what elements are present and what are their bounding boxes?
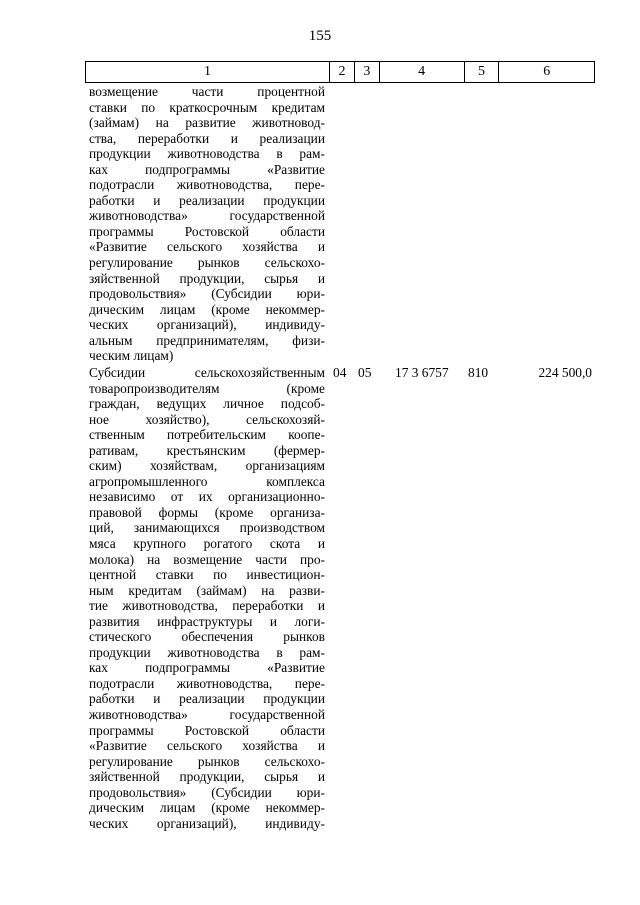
- column-header-3: 3: [355, 62, 380, 82]
- description-line: животноводства» государственной: [89, 707, 325, 723]
- description-line: зяйственной продукции, сырья и: [89, 270, 325, 286]
- description-line: дическим лицам (кроме некоммер-: [89, 301, 325, 317]
- row-2-col-3: 05: [358, 365, 372, 380]
- description-line: ческих организаций), индивиду-: [89, 317, 325, 333]
- description-line: регулирование рынков сельскохо-: [89, 255, 325, 271]
- description-line: ческих организаций), индивиду-: [89, 815, 325, 831]
- description-line: альным предпринимателям, физи-: [89, 332, 325, 348]
- description-line: молока) на возмещение части про-: [89, 551, 325, 567]
- column-header-6: 6: [543, 64, 551, 79]
- row-2-col-6: 224 500,0: [538, 365, 592, 380]
- description-line: продовольствия» (Субсидии юри-: [89, 784, 325, 800]
- description-line: ках подпрограммы «Развитие: [89, 660, 325, 676]
- row-2-col-4: 17 3 6757: [395, 365, 449, 380]
- description-line: работки и реализации продукции: [89, 691, 325, 707]
- description-line: развития инфраструктуры и логи-: [89, 613, 325, 629]
- description-line: ративам, крестьянским (фермер-: [89, 442, 325, 458]
- table-row-1-description: [89, 84, 325, 364]
- description-line: ставки по краткосрочным кредитам: [89, 99, 325, 115]
- description-line: ций, занимающихся производством: [89, 520, 325, 536]
- description-line: ственным потребительским коопе-: [89, 427, 325, 443]
- row-2-col-2: 04: [333, 365, 347, 380]
- description-line: регулирование рынков сельскохо-: [89, 753, 325, 769]
- description-line: дическим лицам (кроме некоммер-: [89, 800, 325, 816]
- table-row-2-description: [89, 365, 325, 831]
- column-header-2: 2: [330, 62, 355, 82]
- row-2-col-5: 810: [468, 365, 489, 380]
- description-line: тие животноводства, переработки и: [89, 598, 325, 614]
- description-line: подотрасли животноводства, пере-: [89, 177, 325, 193]
- description-line: ным кредитам (займам) на разви-: [89, 582, 325, 598]
- description-line: «Развитие сельского хозяйства и: [89, 239, 325, 255]
- page-number: 155: [308, 28, 332, 44]
- description-line: продукции животноводства в рам-: [89, 644, 325, 660]
- description-line: ное хозяйство), сельскохозяй-: [89, 411, 325, 427]
- description-line: продовольствия» (Субсидии юри-: [89, 286, 325, 302]
- description-line: агропромышленного комплекса: [89, 473, 325, 489]
- column-header-4: 4: [380, 62, 465, 82]
- description-line: «Развитие сельского хозяйства и: [89, 738, 325, 754]
- description-line: программы Ростовской области: [89, 223, 325, 239]
- description-line: (займам) на развитие животновод-: [89, 115, 325, 131]
- description-line: стического обеспечения рынков: [89, 629, 325, 645]
- description-line: центной ставки по инвестицион-: [89, 567, 325, 583]
- description-line: зяйственной продукции, сырья и: [89, 769, 325, 785]
- description-line: ках подпрограммы «Развитие: [89, 161, 325, 177]
- description-line: мяса крупного рогатого скота и: [89, 536, 325, 552]
- description-line: продукции животноводства в рам-: [89, 146, 325, 162]
- description-line: возмещение части процентной: [89, 84, 325, 99]
- column-header-5: 5: [465, 62, 500, 82]
- description-line: независимо от их организационно-: [89, 489, 325, 505]
- description-line: животноводства» государственной: [89, 208, 325, 224]
- description-line: товаропроизводителям (кроме: [89, 380, 325, 396]
- description-line: ским) хозяйствам, организациям: [89, 458, 325, 474]
- column-header-1: 1: [86, 62, 330, 82]
- description-line: Субсидии сельскохозяйственным: [89, 365, 325, 380]
- description-line: подотрасли животноводства, пере-: [89, 675, 325, 691]
- description-line: работки и реализации продукции: [89, 192, 325, 208]
- description-line: ческим лицам): [89, 348, 174, 364]
- description-line: ства, переработки и реализации: [89, 130, 325, 146]
- description-line: программы Ростовской области: [89, 722, 325, 738]
- description-line: правовой формы (кроме организа-: [89, 504, 325, 520]
- description-line: граждан, ведущих личное подсоб-: [89, 396, 325, 412]
- table-header-row: [85, 61, 595, 83]
